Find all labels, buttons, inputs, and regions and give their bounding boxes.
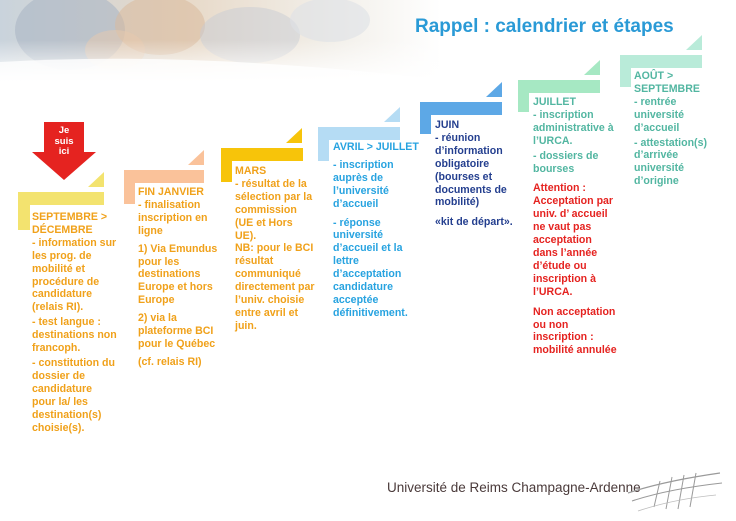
step-3-line: - résultat de la sélection par la commission (UE et Hors UE). (235, 177, 313, 242)
step-3-period: MARS (235, 165, 267, 177)
university-logo-icon (624, 463, 724, 515)
step-6-warning: Non acceptation ou non inscription : mobilité annulée (533, 305, 617, 357)
you-are-here-label: Je suis ici (54, 125, 74, 157)
step-4 (333, 141, 419, 325)
step-1-line: - information sur les prog. de mobilité et procédure de candidature (relais RI). (32, 236, 117, 314)
page-title: Rappel : calendrier et étapes (415, 16, 674, 37)
step-1-line: - test langue : destinations non francoph. (32, 316, 117, 355)
step-2-line: 2) via la plateforme BCI pour le Québec (138, 312, 216, 350)
step-7 (634, 70, 716, 193)
step-5-period: JUIN (435, 119, 460, 131)
step-3 (235, 165, 315, 338)
step-2-line: (cf. relais RI) (138, 355, 202, 368)
step-2-line: - finalisation inscription en ligne (138, 198, 208, 237)
step-2-line: 1) Via Emundus pour les destinations Europe et hors Europe (138, 242, 218, 307)
step-6-warning: Attention : Acceptation par univ. d’ accueil ne vaut pas acceptation dans l’année d’étude ou inscription à l’URCA. (533, 182, 614, 298)
step-2 (138, 186, 222, 374)
step-4-line: - inscription auprès de l’université d’accueil (333, 158, 394, 210)
step-2-period: FIN JANVIER (138, 186, 204, 198)
step-3-line: NB: pour le BCI résultat communiqué directement par l’univ. choisie entre avril et juin. (235, 242, 315, 332)
step-7-line: - rentrée université d’accueil (634, 95, 685, 134)
step-4-period: AVRIL > JUILLET (333, 141, 419, 153)
step-5-line: «kit de départ». (435, 216, 513, 229)
step-6-period: JUILLET (533, 96, 576, 108)
step-5 (435, 119, 515, 234)
university-name: Université de Reims Champagne-Ardenne (387, 480, 641, 495)
step-6-line: - dossiers de bourses (533, 149, 599, 175)
step-5-line: - réunion d’information obligatoire (bourses et documents de mobilité) (435, 131, 507, 209)
step-6 (533, 96, 617, 362)
step-6-line: - inscription administrative à l’URCA. (533, 108, 614, 147)
step-7-line: - attestation(s) d’arrivée université d’origine (634, 136, 707, 188)
step-1-period: SEPTEMBRE > DÉCEMBRE (32, 211, 108, 236)
step-7-period: AOÛT > SEPTEMBRE (634, 70, 700, 95)
step-4-line: - réponse université d’accueil et la lettre d’acceptation candidature acceptée définitivement. (333, 216, 408, 319)
step-1-line: - constitution du dossier de candidature pour la/ les destination(s) choisie(s). (32, 356, 115, 434)
step-1 (32, 211, 118, 439)
